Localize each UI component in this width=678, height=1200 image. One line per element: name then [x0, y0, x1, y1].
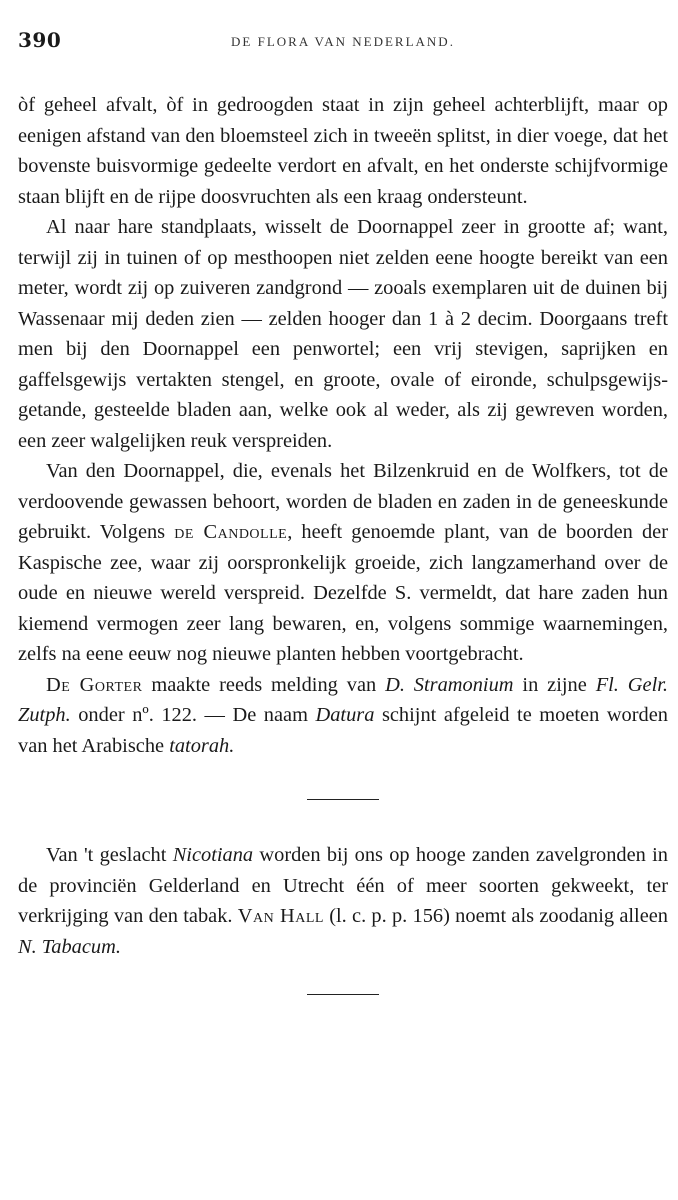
text-run: schijnt afgeleid te moeten worden van het Arabische	[18, 704, 668, 757]
genus-name: Nicotiana	[172, 844, 254, 866]
paragraph-de-gorter	[18, 670, 668, 762]
text-run: worden bij ons op hooge zanden zavelgronden in de provinciën Gelderland en Utrecht één of meer soorten gekweekt, ter verkrijging van den tabak.	[18, 844, 668, 927]
arabic-word: tatorah.	[169, 734, 235, 757]
text-run: onder nº. 122. — De naam	[70, 704, 316, 726]
work-title: Fl. Gelr. Zutph.	[18, 673, 669, 726]
text-run: Van 't geslacht	[46, 844, 173, 866]
paragraph-continuation	[18, 90, 668, 212]
author-name: de Candolle	[174, 521, 288, 543]
paragraph-nicotiana	[18, 840, 668, 962]
section-divider	[307, 799, 379, 800]
species-name: N. Tabacum.	[18, 935, 121, 958]
text-run: maakte reeds melding van	[142, 673, 386, 696]
paragraph-text: Al naar hare standplaats, wisselt de Doornappel zeer in grootte af; want, terwijl zij in tuinen of op mesthoopen niet zelden eene hoogte bereikt van een meter, wordt zij op zuiveren zandgrond — zooals exemplaren uit de duinen bij Wassenaar mij deden zien — zelden hooger dan 1 à 2 decim. Doorgaans treft men bij den Doornappel een penwortel; een vrij stevigen, saprijken en gaffelsgewijs vertakten stengel, en groote, ovale of eironde, schulpsgewijs-getande, gesteelde bladen aan, welke ook al weder, als zij gewreven worden, een zeer walgelijken reuk verspreiden.	[18, 216, 668, 452]
text-run: (l. c. p. p. 156) noemt als zoodanig alleen	[323, 905, 668, 927]
species-name: D. Stramonium	[385, 673, 514, 696]
paragraph-text: òf geheel afvalt, òf in gedroogden staat in zijn geheel achterblijft, maar op eenigen afstand van den bloemsteel zich in tweeën splitst, in dier voege, dat het bovenste buisvormige gedeelte verdort en afvalt, en het onderste schijfvormige staan blijft en de rijpe doosvruchten als een kraag ondersteunt.	[18, 94, 668, 208]
page-number: 390	[18, 28, 62, 52]
genus-name: Datura	[315, 704, 375, 726]
text-run: in zijne	[513, 673, 596, 696]
book-page	[18, 28, 668, 1035]
running-title: DE FLORA VAN NEDERLAND.	[231, 34, 455, 49]
text-run: , heeft genoemde plant, van de boorden der Kaspische zee, waar zij oorspronkelijk groeide, zich langzamerhand over de oude en nieuwe wereld verspreid. Dezelfde S. vermeldt, dat hare zaden hun kiemend vermogen zeer lang bewaren, en, volgens sommige waarnemingen, zelfs na eene eeuw nog nieuwe planten hebben voortgebracht.	[18, 521, 668, 665]
author-name: De Gorter	[46, 673, 143, 696]
author-name: Van Hall	[237, 905, 324, 927]
paragraph-doornappel-medicine	[18, 456, 668, 670]
running-header	[18, 28, 668, 56]
text-run: Van den Doornappel, die, evenals het Bilzenkruid en de Wolfkers, tot de verdoovende gewassen behoort, worden de bladen en zaden in de geneeskunde gebruikt. Volgens	[18, 460, 668, 543]
section-divider-bottom	[307, 994, 379, 995]
paragraph-doornappel-size	[18, 212, 668, 456]
